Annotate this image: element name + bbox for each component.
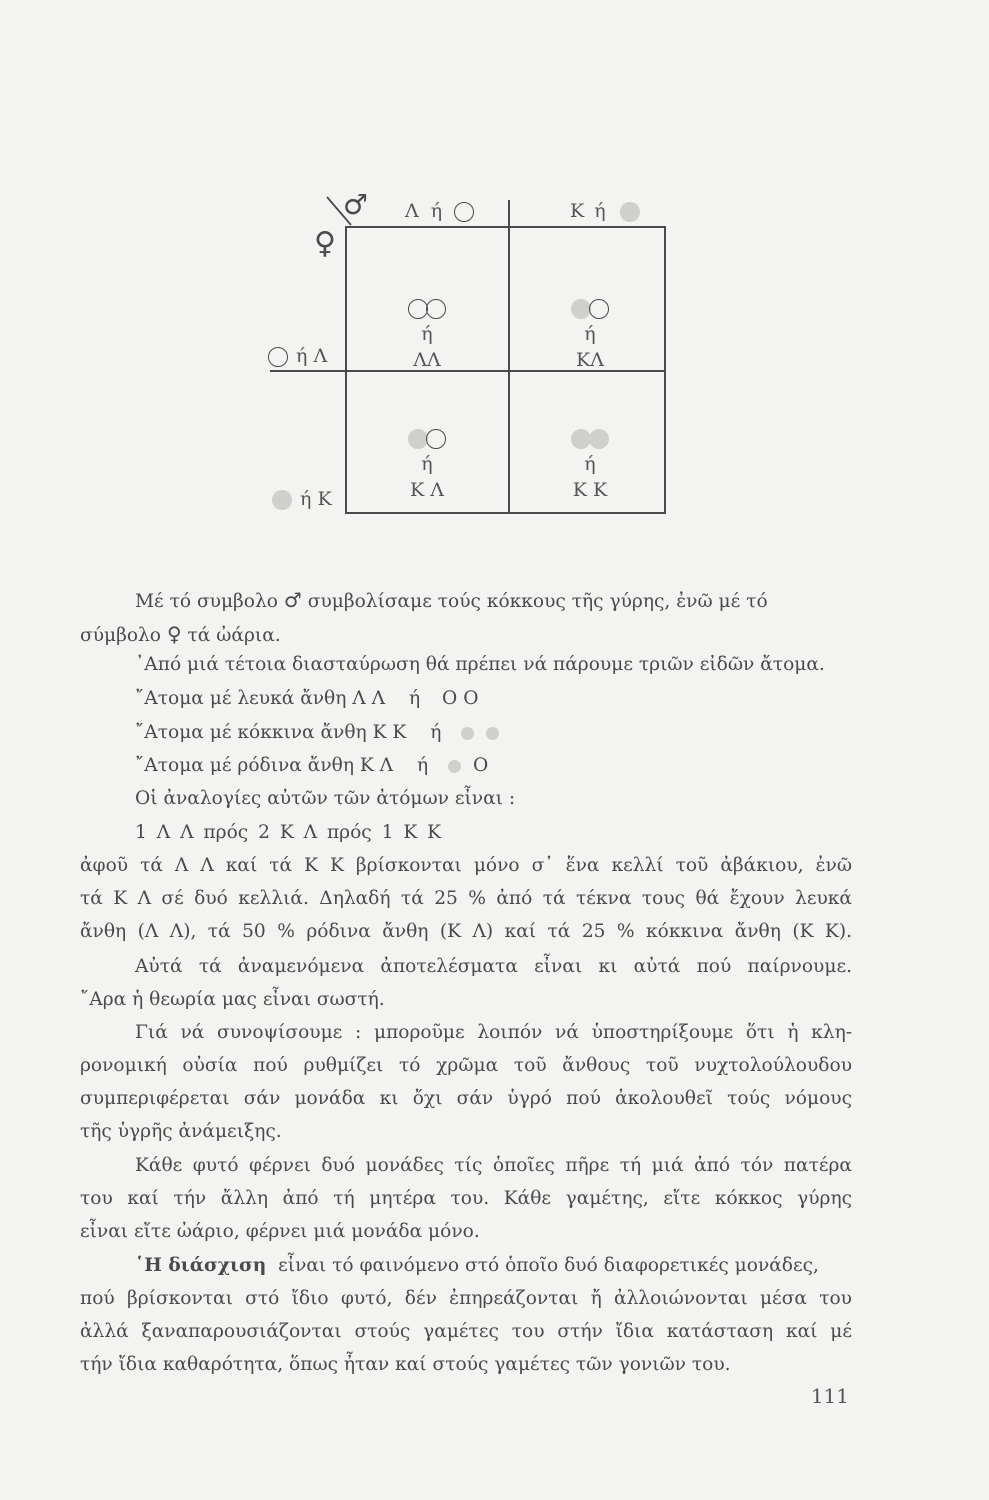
paragraph-6-line-2: του καί τήν ἄλλη ἀπό τή μητέρα του. Κάθε γαμέτης, εἴτε κόκκος γύρης [80, 1188, 852, 1209]
gray-circle-icon [571, 299, 591, 319]
col1-header: Λ ή [405, 200, 474, 222]
white-circle-icon [426, 299, 446, 319]
paragraph-1-line-1: Μέ τό συμβολο ♂ συμβολίσαμε τούς κόκκους τῆς γύρης, ἐνῶ μέ τό [135, 588, 768, 612]
gray-circle-icon [408, 429, 428, 449]
female-symbol: ♀ [314, 226, 336, 261]
white-circle-icon [589, 299, 609, 319]
paragraph-6-line-3: εἶναι εἴτε ὠάριο, φέρνει μιά μονάδα μόνο. [80, 1221, 480, 1242]
paragraph-4-line-1: Αὐτά τά ἀναμενόμενα ἀποτελέσματα εἶναι κι αὐτά πού παίρνουμε. [135, 956, 852, 977]
paragraph-7-line-3: ἀλλά ξαναπαρουσιάζονται στούς γαμέτες του στήν ἴδια κατάσταση καί μέ [80, 1321, 852, 1342]
grid-top [345, 226, 666, 228]
paragraph-3-line-1: ἀφοῦ τά Λ Λ καί τά Κ Κ βρίσκονται μόνο σ᾿ ἕνα κελλί τοῦ ἀβάκιου, ἐνῶ [80, 855, 852, 876]
ratio-line: 1 Λ Λ πρός 2 Κ Λ πρός 1 Κ Κ [135, 822, 442, 843]
list-item-red: ῎Ατομα μέ κόκκινα ἄνθη Κ Κ ή [135, 722, 499, 743]
male-symbol-icon: ♂ [283, 588, 302, 612]
paragraph-7-line-1: ῾Η διάσχιση εἶναι τό φαινόμενο στό ὁποῖο δυό διαφορετικές μονάδες, [135, 1255, 819, 1276]
col2-header: Κ ή [570, 200, 640, 222]
ratios-intro: Οἱ ἀναλογίες αὐτῶν τῶν ἀτόμων εἶναι : [135, 788, 516, 809]
female-symbol-icon: ♀ [166, 622, 182, 646]
cell-KL-top: ή ΚΛ [510, 297, 670, 371]
cell-KL-bottom: ή Κ Λ [347, 427, 507, 501]
list-item-white: ῎Ατομα μέ λευκά ἄνθη Λ Λ ή Ο Ο [135, 688, 479, 709]
paragraph-5-line-3: συμπεριφέρεται σάν μονάδα κι ὄχι σάν ὑγρό πού ἀκολουθεῖ τούς νόμους [80, 1088, 852, 1109]
paragraph-1-line-2: σύμβολο ♀ τά ὠάρια. [80, 622, 281, 646]
page-number: 111 [810, 1384, 849, 1408]
paragraph-4-line-2: ῎Αρα ἡ θεωρία μας εἶναι σωστή. [80, 989, 385, 1010]
gray-circle-icon [589, 429, 609, 449]
gray-circle-icon [448, 760, 461, 773]
paragraph-5-line-2: ρονομική οὐσία πού ρυθμίζει τό χρῶμα τοῦ ἄνθους τοῦ νυχτολούλουδου [80, 1055, 852, 1076]
row2-header: ή Κ [272, 488, 332, 510]
gray-circle-icon [486, 727, 499, 740]
white-circle-icon [454, 202, 474, 222]
paragraph-3-line-2: τά Κ Λ σέ δυό κελλιά. Δηλαδή τά 25 % ἀπό τά τέκνα τους θά ἔχουν λευκά [80, 888, 852, 909]
paragraph-5-line-1: Γιά νά συνοψίσουμε : μποροῦμε λοιπόν νά ὑποστηρίξουμε ὅτι ἡ κλη- [135, 1022, 852, 1043]
white-circle-icon [426, 429, 446, 449]
grid-bottom [345, 512, 666, 514]
male-symbol: ♂ [343, 188, 369, 221]
paragraph-7-line-2: πού βρίσκονται στό ἴδιο φυτό, δέν ἐπηρεάζονται ἤ ἀλλοιώνονται μέσα του [80, 1288, 852, 1309]
white-circle-icon [408, 299, 428, 319]
term-bold: ῾Η διάσχιση [135, 1255, 267, 1276]
paragraph-3-line-3: ἄνθη (Λ Λ), τά 50 % ρόδινα ἄνθη (Κ Λ) καί τά 25 % κόκκινα ἄνθη (Κ Κ). [80, 921, 852, 942]
paragraph-7-line-4: τήν ἴδια καθαρότητα, ὅπως ἦταν καί στούς γαμέτες τῶν γονιῶν του. [80, 1354, 731, 1375]
gray-circle-icon [461, 727, 474, 740]
gray-circle-icon [571, 429, 591, 449]
paragraph-5-line-4: τῆς ὑγρῆς ἀνάμειξης. [80, 1121, 282, 1142]
paragraph-6-line-1: Κάθε φυτό φέρνει δυό μονάδες τίς ὁποῖες πῆρε τή μιά ἀπό τόν πατέρα [135, 1155, 852, 1176]
gray-circle-icon [272, 490, 292, 510]
list-item-pink: ῎Ατομα μέ ρόδινα ἄνθη Κ Λ ή Ο [135, 755, 489, 776]
cell-KK: ή Κ Κ [510, 427, 670, 501]
row1-header: ή Λ [268, 345, 327, 367]
paragraph-2: ᾿Από μιά τέτοια διασταύρωση θά πρέπει νά πάρουμε τριῶν εἰδῶν ἄτομα. [135, 654, 825, 675]
cell-LL: ή ΛΛ [347, 297, 507, 371]
white-circle-icon [268, 347, 288, 367]
gray-circle-icon [620, 202, 640, 222]
